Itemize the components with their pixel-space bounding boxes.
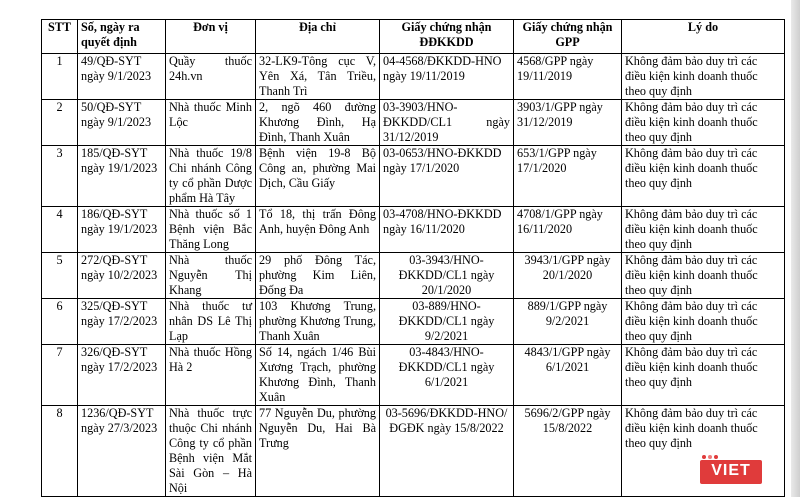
col-header-stt: STT [42, 20, 78, 54]
cell-decision: 49/QĐ-SYT ngày 9/1/2023 [78, 54, 166, 100]
cell-unit: Nhà thuốc Hồng Hà 2 [166, 345, 256, 406]
cell-reason: Không đảm bảo duy trì các điều kiện kinh doanh thuốc theo quy định [622, 100, 785, 146]
cell-certificate: 03-5696/ĐKKDD-HNO/ĐGĐK ngày 15/8/2022 [380, 406, 514, 497]
cell-gpp: 3903/1/GPP ngày 31/12/2019 [514, 100, 622, 146]
table-row [42, 100, 785, 146]
cell-unit: Nhà thuốc 19/8 Chi nhánh Công ty cổ phần Dược phẩm Hà Tây [166, 146, 256, 207]
col-header-certificate: Giấy chứng nhận ĐĐKKDD [380, 20, 514, 54]
table-row [42, 299, 785, 345]
cell-reason: Không đảm bảo duy trì các điều kiện kinh doanh thuốc theo quy định [622, 253, 785, 299]
cell-decision: 50/QĐ-SYT ngày 9/1/2023 [78, 100, 166, 146]
cell-unit: Nhà thuốc tư nhân DS Lê Thị Lạp [166, 299, 256, 345]
table-row [42, 345, 785, 406]
cell-decision: 326/QĐ-SYT ngày 17/2/2023 [78, 345, 166, 406]
cell-certificate: 04-4568/ĐKKDD-HNO ngày 19/11/2019 [380, 54, 514, 100]
cell-address: 77 Nguyễn Du, phường Nguyễn Du, Hai Bà Trưng [256, 406, 380, 497]
col-header-gpp: Giấy chứng nhận GPP [514, 20, 622, 54]
cell-stt: 3 [42, 146, 78, 207]
cell-gpp: 4708/1/GPP ngày 16/11/2020 [514, 207, 622, 253]
cell-address: Bệnh viện 19-8 Bộ Công an, phường Mai Dịch, Cầu Giấy [256, 146, 380, 207]
cell-unit: Nhà thuốc Nguyễn Thị Khang [166, 253, 256, 299]
cell-certificate: 03-4843/HNO-ĐKKDD/CL1 ngày 6/1/2021 [380, 345, 514, 406]
cell-reason: Không đảm bảo duy trì các điều kiện kinh doanh thuốc theo quy định [622, 207, 785, 253]
cell-stt: 5 [42, 253, 78, 299]
cell-gpp: 3943/1/GPP ngày 20/1/2020 [514, 253, 622, 299]
cell-certificate: 03-3943/HNO-ĐKKDD/CL1 ngày 20/1/2020 [380, 253, 514, 299]
cell-gpp: 889/1/GPP ngày 9/2/2021 [514, 299, 622, 345]
cell-address: Tổ 18, thị trấn Đông Anh, huyện Đông Anh [256, 207, 380, 253]
cell-unit: Nhà thuốc trực thuộc Chi nhánh Công ty cổ phần Bệnh viện Mắt Sài Gòn – Hà Nội [166, 406, 256, 497]
page-edge [791, 0, 800, 497]
cell-reason: Không đảm bảo duy trì các điều kiện kinh doanh thuốc theo quy định [622, 54, 785, 100]
cell-decision: 186/QĐ-SYT ngày 19/1/2023 [78, 207, 166, 253]
cell-decision: 272/QĐ-SYT ngày 10/2/2023 [78, 253, 166, 299]
revocation-table [41, 19, 785, 497]
table-row [42, 406, 785, 497]
cell-stt: 8 [42, 406, 78, 497]
cell-certificate: 03-889/HNO-ĐKKDD/CL1 ngày 9/2/2021 [380, 299, 514, 345]
cell-stt: 2 [42, 100, 78, 146]
cell-gpp: 4843/1/GPP ngày 6/1/2021 [514, 345, 622, 406]
cell-gpp: 4568/GPP ngày 19/11/2019 [514, 54, 622, 100]
cell-address: 2, ngõ 460 đường Khương Đình, Hạ Đình, Thanh Xuân [256, 100, 380, 146]
table-row [42, 146, 785, 207]
cell-address: 29 phố Đông Tác, phường Kim Liên, Đống Đa [256, 253, 380, 299]
cell-unit: Nhà thuốc Minh Lộc [166, 100, 256, 146]
table-row [42, 253, 785, 299]
cell-stt: 1 [42, 54, 78, 100]
col-header-decision: Số, ngày ra quyết định [78, 20, 166, 54]
cell-reason: Không đảm bảo duy trì các điều kiện kinh doanh thuốc theo quy định [622, 299, 785, 345]
cell-address: 103 Khương Trung, phường Khương Trung, Thanh Xuân [256, 299, 380, 345]
cell-address: Số 14, ngách 1/46 Bùi Xương Trạch, phường Khương Đình, Thanh Xuân [256, 345, 380, 406]
header-row [42, 20, 785, 54]
cell-decision: 1236/QĐ-SYT ngày 27/3/2023 [78, 406, 166, 497]
cell-stt: 4 [42, 207, 78, 253]
col-header-unit: Đơn vị [166, 20, 256, 54]
col-header-reason: Lý do [622, 20, 785, 54]
cell-address: 32-LK9-Tông cục V, Yên Xá, Tân Triều, Thanh Trì [256, 54, 380, 100]
cell-stt: 7 [42, 345, 78, 406]
cell-decision: 185/QĐ-SYT ngày 19/1/2023 [78, 146, 166, 207]
cell-stt: 6 [42, 299, 78, 345]
cell-certificate: 03-0653/HNO-ĐKKDD ngày 17/1/2020 [380, 146, 514, 207]
cell-reason: Không đảm bảo duy trì các điều kiện kinh doanh thuốc theo quy định [622, 345, 785, 406]
cell-certificate: 03-3903/HNO-ĐKKDD/CL1 ngày 31/12/2019 [380, 100, 514, 146]
table-row [42, 207, 785, 253]
cell-gpp: 5696/2/GPP ngày 15/8/2022 [514, 406, 622, 497]
cell-unit: Nhà thuốc số 1 Bệnh viện Bắc Thăng Long [166, 207, 256, 253]
cell-unit: Quầy thuốc 24h.vn [166, 54, 256, 100]
cell-reason: Không đảm bảo duy trì các điều kiện kinh doanh thuốc theo quy định [622, 146, 785, 207]
table-row [42, 54, 785, 100]
col-header-address: Địa chỉ [256, 20, 380, 54]
cell-gpp: 653/1/GPP ngày 17/1/2020 [514, 146, 622, 207]
cell-decision: 325/QĐ-SYT ngày 17/2/2023 [78, 299, 166, 345]
viet-watermark-logo [700, 460, 762, 484]
watermark-text: VIET [711, 462, 751, 479]
cell-reason: Không đảm bảo duy trì các điều kiện kinh doanh thuốc theo quy định [622, 406, 785, 497]
cell-certificate: 03-4708/HNO-ĐKKDD ngày 16/11/2020 [380, 207, 514, 253]
